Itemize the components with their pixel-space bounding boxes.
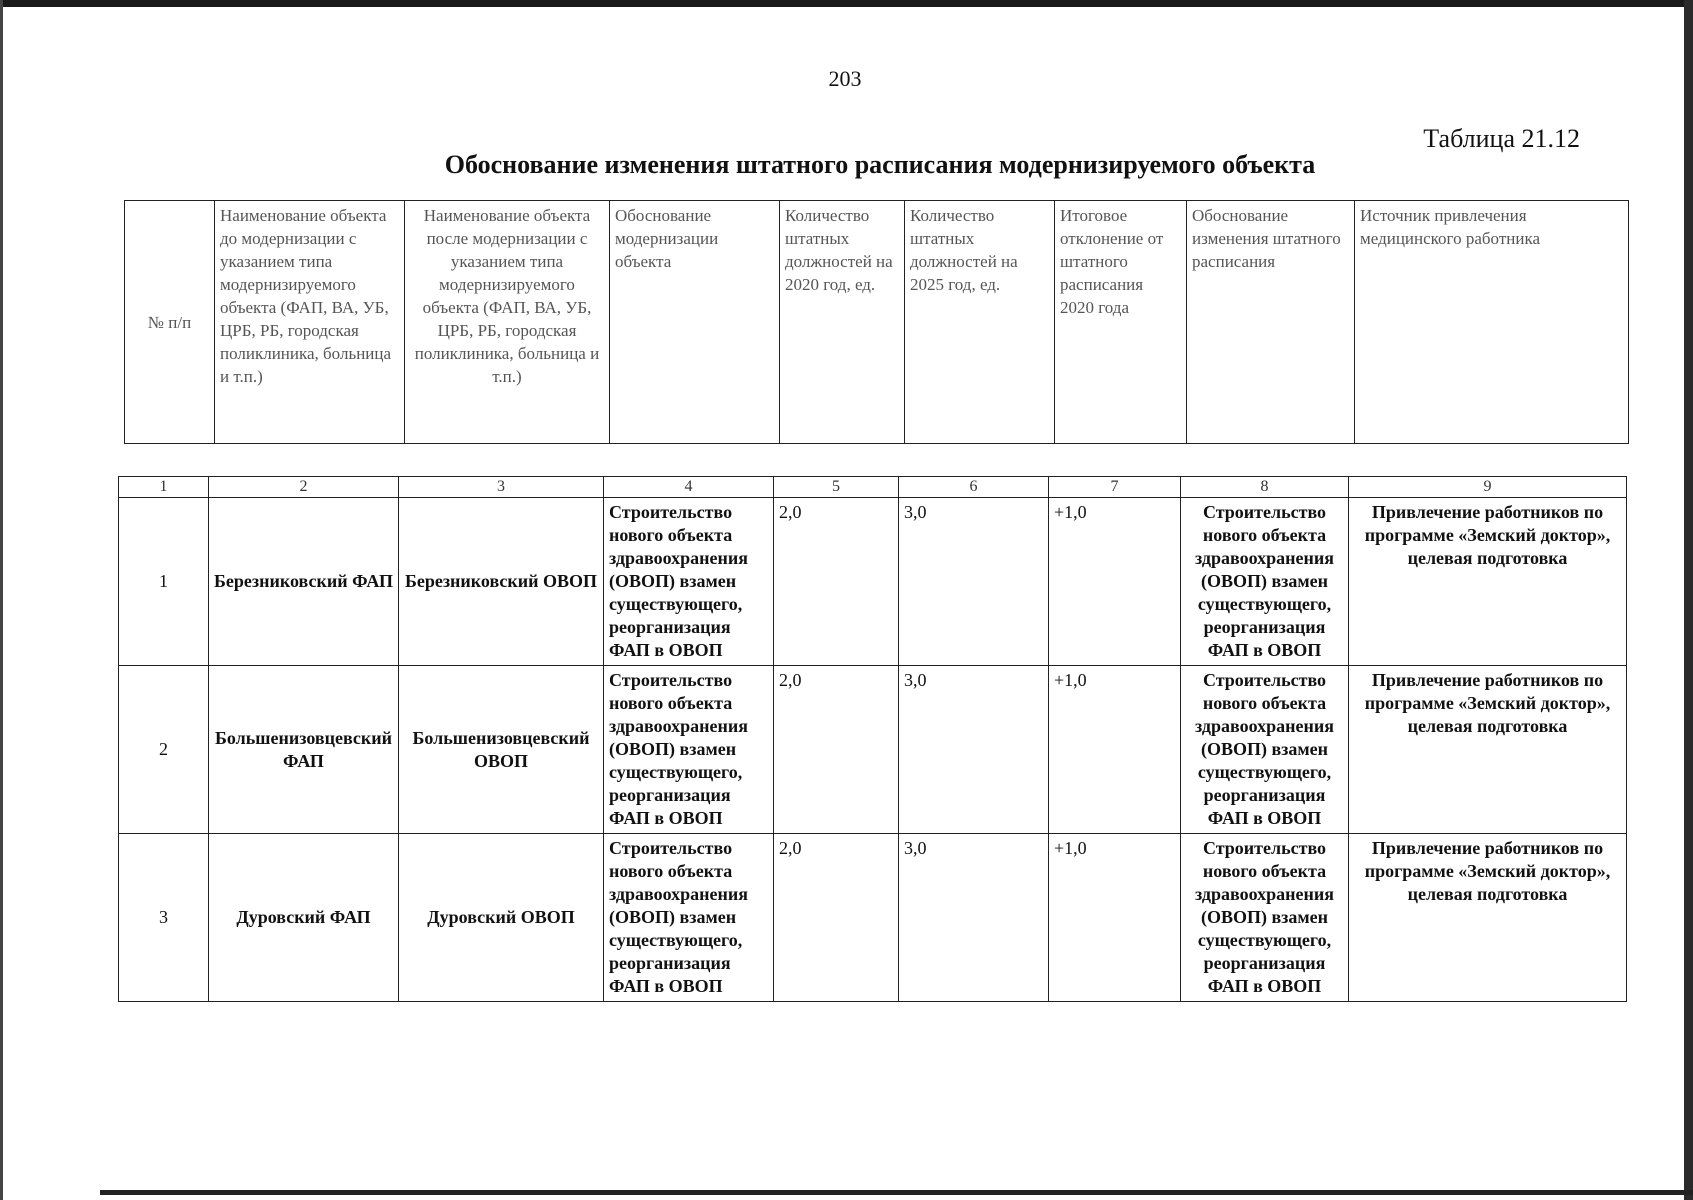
header-col-6: Количество штатных должностей на 2025 год, ед.: [905, 201, 1055, 444]
table-caption: Таблица 21.12: [1423, 124, 1580, 153]
column-number-row: [119, 477, 1627, 498]
column-number: 3: [399, 477, 604, 498]
staff-deviation: +1,0: [1049, 666, 1181, 834]
scan-border-right: [1684, 0, 1693, 1200]
header-col-4: Обоснование модернизации объекта: [610, 201, 780, 444]
staff-deviation: +1,0: [1049, 498, 1181, 666]
staff-deviation: +1,0: [1049, 834, 1181, 1002]
header-col-7: Итоговое отклонение от штатного расписания 2020 года: [1055, 201, 1187, 444]
header-table: [124, 200, 1629, 444]
staff-change-justification: Строительство нового объекта здравоохранения (ОВОП) взамен существующего, реорганизация ФАП в ОВОП: [1181, 498, 1349, 666]
object-after: Березниковский ОВОП: [399, 498, 604, 666]
modernization-justification: Строительство нового объекта здравоохранения (ОВОП) взамен существующего, реорганизация ФАП в ОВОП: [604, 834, 774, 1002]
table-row: [119, 834, 1627, 1002]
header-col-9: Источник привлечения медицинского работника: [1355, 201, 1629, 444]
column-number: 1: [119, 477, 209, 498]
column-number: 8: [1181, 477, 1349, 498]
column-number: 5: [774, 477, 899, 498]
column-number: 6: [899, 477, 1049, 498]
worker-source: Привлечение работников по программе «Земский доктор», целевая подготовка: [1349, 666, 1627, 834]
staff-2020: 2,0: [774, 834, 899, 1002]
staff-2025: 3,0: [899, 498, 1049, 666]
worker-source: Привлечение работников по программе «Земский доктор», целевая подготовка: [1349, 498, 1627, 666]
modernization-justification: Строительство нового объекта здравоохранения (ОВОП) взамен существующего, реорганизация ФАП в ОВОП: [604, 498, 774, 666]
object-before: Большенизовцевский ФАП: [209, 666, 399, 834]
header-col-8: Обоснование изменения штатного расписания: [1187, 201, 1355, 444]
object-after: Большенизовцевский ОВОП: [399, 666, 604, 834]
object-after: Дуровский ОВОП: [399, 834, 604, 1002]
column-number: 9: [1349, 477, 1627, 498]
column-number: 2: [209, 477, 399, 498]
worker-source: Привлечение работников по программе «Земский доктор», целевая подготовка: [1349, 834, 1627, 1002]
row-number: 1: [119, 498, 209, 666]
scan-border-left: [0, 0, 3, 1200]
row-number: 3: [119, 834, 209, 1002]
table-row: [119, 666, 1627, 834]
staff-2020: 2,0: [774, 498, 899, 666]
row-number: 2: [119, 666, 209, 834]
scan-border-bottom: [100, 1190, 1693, 1195]
object-before: Дуровский ФАП: [209, 834, 399, 1002]
staff-change-justification: Строительство нового объекта здравоохранения (ОВОП) взамен существующего, реорганизация ФАП в ОВОП: [1181, 666, 1349, 834]
data-table: [118, 476, 1627, 1002]
header-col-1: № п/п: [125, 201, 215, 444]
object-before: Березниковский ФАП: [209, 498, 399, 666]
staff-2025: 3,0: [899, 834, 1049, 1002]
staff-2020: 2,0: [774, 666, 899, 834]
page-number: 203: [828, 66, 862, 91]
header-col-3: Наименование объекта после модернизации с указанием типа модернизируемого объекта (ФАП, ВА, УБ, ЦРБ, РБ, городская поликлиника, больница и т.п.): [405, 201, 610, 444]
document-title: Обоснование изменения штатного расписания модернизируемого объекта: [444, 150, 1316, 179]
staff-2025: 3,0: [899, 666, 1049, 834]
column-number: 4: [604, 477, 774, 498]
staff-change-justification: Строительство нового объекта здравоохранения (ОВОП) взамен существующего, реорганизация ФАП в ОВОП: [1181, 834, 1349, 1002]
header-col-5: Количество штатных должностей на 2020 год, ед.: [780, 201, 905, 444]
header-col-2: Наименование объекта до модернизации с указанием типа модернизируемого объекта (ФАП, ВА, УБ, ЦРБ, РБ, городская поликлиника, больница и т.п.): [215, 201, 405, 444]
column-number: 7: [1049, 477, 1181, 498]
modernization-justification: Строительство нового объекта здравоохранения (ОВОП) взамен существующего, реорганизация ФАП в ОВОП: [604, 666, 774, 834]
scan-border-top: [0, 0, 1693, 7]
table-row: [119, 498, 1627, 666]
